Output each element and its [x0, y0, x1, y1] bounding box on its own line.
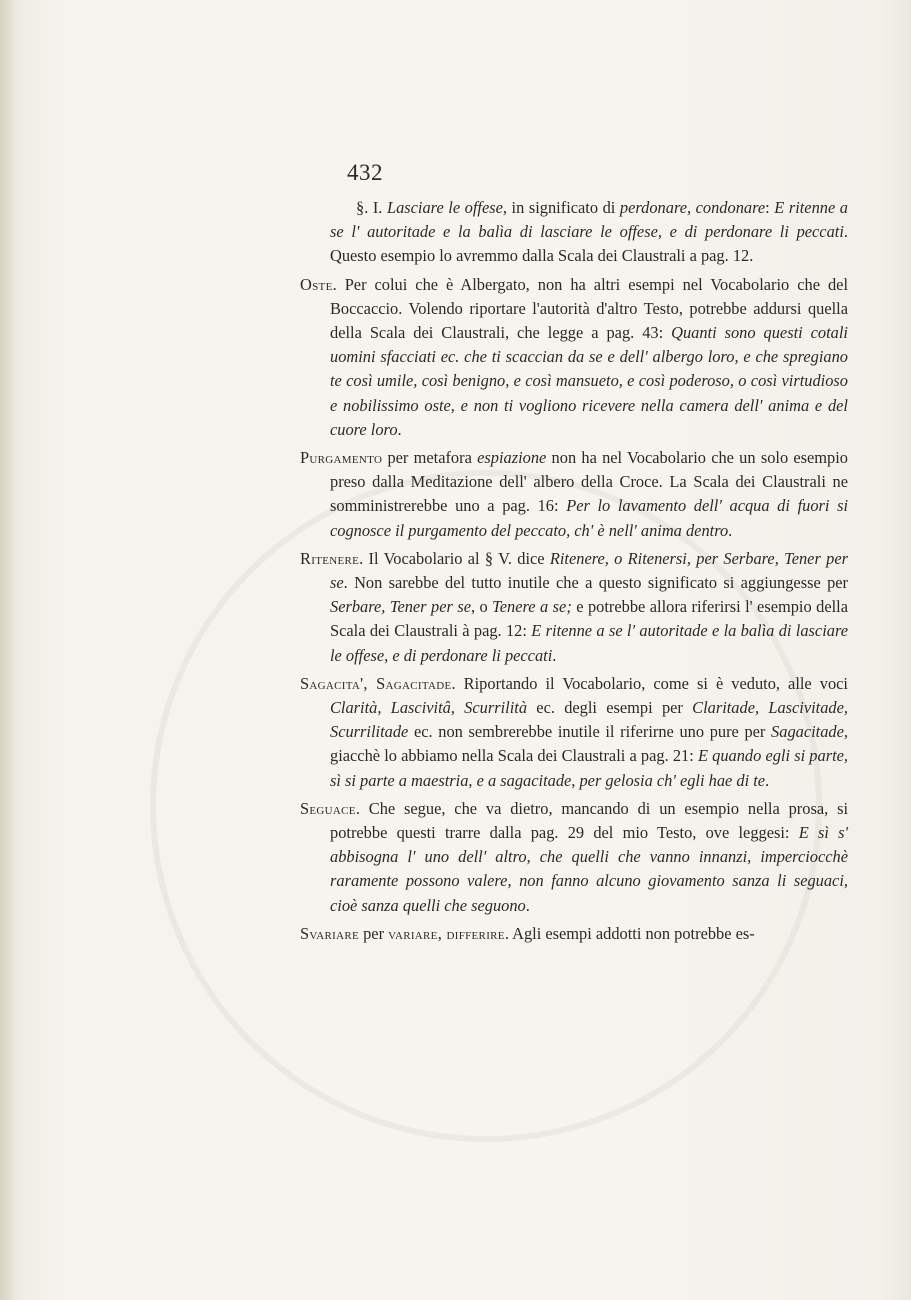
entry-sagacita — [300, 672, 848, 793]
text-run: Serbare, Tener per se — [330, 597, 471, 617]
text-run: : — [765, 198, 775, 217]
text-run: per metafora — [382, 448, 478, 468]
text-run: Quanti sono questi cotali uomini sfacciati ec. che ti scaccian da se e dell' albergo loro, e che spregiano te così umile, così benigno, e così mansueto, e così poderoso, o così virtudioso e nobilissimo oste, e non ti vogliono ricevere nella camera dell' anima e del cuore loro — [330, 323, 848, 439]
text-run: . — [397, 419, 402, 439]
text-run: , giacchè lo abbiamo nella Scala dei Claustrali a pag. 21: — [330, 722, 848, 766]
text-run: non ha nel Vocabolario che un solo esempio preso dalla Meditazione dell' albero della Croce. La Scala dei Claustrali ne somministrerebbe uno a pag. 16: — [330, 448, 849, 516]
text-run: . Che segue, che va dietro, mancando di un esempio nella prosa, si potrebbe questi trarre dalla pag. 29 del mio Testo, ove leggesi: — [330, 798, 848, 843]
text-run: §. I. — [356, 198, 387, 217]
text-run: . Non sarebbe del tutto inutile che a questo significato si aggiungesse per — [343, 573, 848, 593]
text-run: , in significato di — [502, 198, 620, 217]
text-run: e potrebbe allora riferirsi l' esempio della Scala dei Claustrali à pag. 12: — [330, 597, 848, 641]
text-run: Claritade, Lascivitade, Scurrilitade — [330, 698, 849, 742]
entry-lasciare — [300, 196, 848, 269]
text-run: Sagacitade — [771, 722, 844, 742]
text-run: Per lo lavamento dell' acqua di fuori si cognosce il purgamento del peccato, ch' è nell' anima dentro — [330, 496, 849, 540]
text-run: Seguace — [300, 798, 356, 818]
text-run: Ritenere, o Ritenersi, per Serbare, Tener per se — [330, 548, 848, 593]
entry-purgamento — [300, 446, 848, 543]
entry-svariare — [300, 922, 848, 946]
text-run: Oste — [300, 274, 333, 294]
text-run: . Per colui che è Albergato, non ha altri esempi nel Vocabolario che del Boccaccio. Volendo riportare l'autorità d'altro Testo, potrebbe addursi quella della Scala dei Claustrali, che legge a pag. 43: — [330, 274, 848, 343]
text-run: ec. non sembrerebbe inutile il riferirne uno pure per — [408, 722, 772, 742]
text-run: . Questo esempio lo avremmo dalla Scala dei Claustrali a pag. 12. — [330, 222, 848, 266]
text-run: espiazione — [477, 448, 547, 468]
text-run: Ritenere — [300, 548, 360, 568]
text-run: E sì s' abbisogna l' uno dell' altro, che quelli che vanno innanzi, imperciocchè raramente possono valere, non fanno alcuno giovamento sanza li seguaci, cioè sanza quelli che seguono — [330, 823, 848, 915]
text-run: Purgamento — [300, 448, 383, 468]
text-run: . — [525, 895, 530, 915]
body-text — [300, 196, 848, 950]
text-run: per — [359, 923, 389, 943]
text-run: , o — [470, 597, 493, 617]
text-run: E ritenne a se l' autoritade e la balìa di lasciare le offese, e di perdonare li peccati — [330, 198, 848, 242]
text-run: Tenere a se; — [492, 597, 572, 617]
text-run: . Il Vocabolario al § V. dice — [359, 548, 550, 568]
text-run: Clarità, Lascivitâ, Scurrilità — [330, 698, 528, 718]
page-gutter-shadow — [0, 0, 14, 1300]
text-run: . Riportando il Vocabolario, come si è veduto, alle voci — [451, 673, 848, 693]
text-run: Lasciare le offese — [386, 198, 503, 217]
text-run: . — [552, 645, 557, 665]
text-run: Sagacita', Sagacitade — [300, 673, 452, 693]
text-run: E quando egli si parte, sì si parte a maestria, e a sagacitade, per gelosia ch' egli hae di te — [330, 746, 848, 790]
text-run: E ritenne a se l' autoritade e la balìa di lasciare le offese, e di perdonare li peccati — [330, 621, 848, 665]
text-run: ec. degli esempi per — [527, 698, 693, 718]
page-number: 432 — [347, 160, 383, 185]
text-run: Svariare — [300, 923, 359, 943]
entry-oste — [300, 273, 848, 442]
text-run: . — [765, 770, 770, 790]
text-run: . — [728, 520, 733, 540]
entry-ritenere — [300, 547, 848, 668]
text-run: . Agli esempi addotti non potrebbe es- — [504, 923, 755, 943]
entry-seguace — [300, 797, 848, 918]
text-run: perdonare, condonare — [619, 198, 766, 217]
text-run: variare, differire — [388, 923, 505, 943]
